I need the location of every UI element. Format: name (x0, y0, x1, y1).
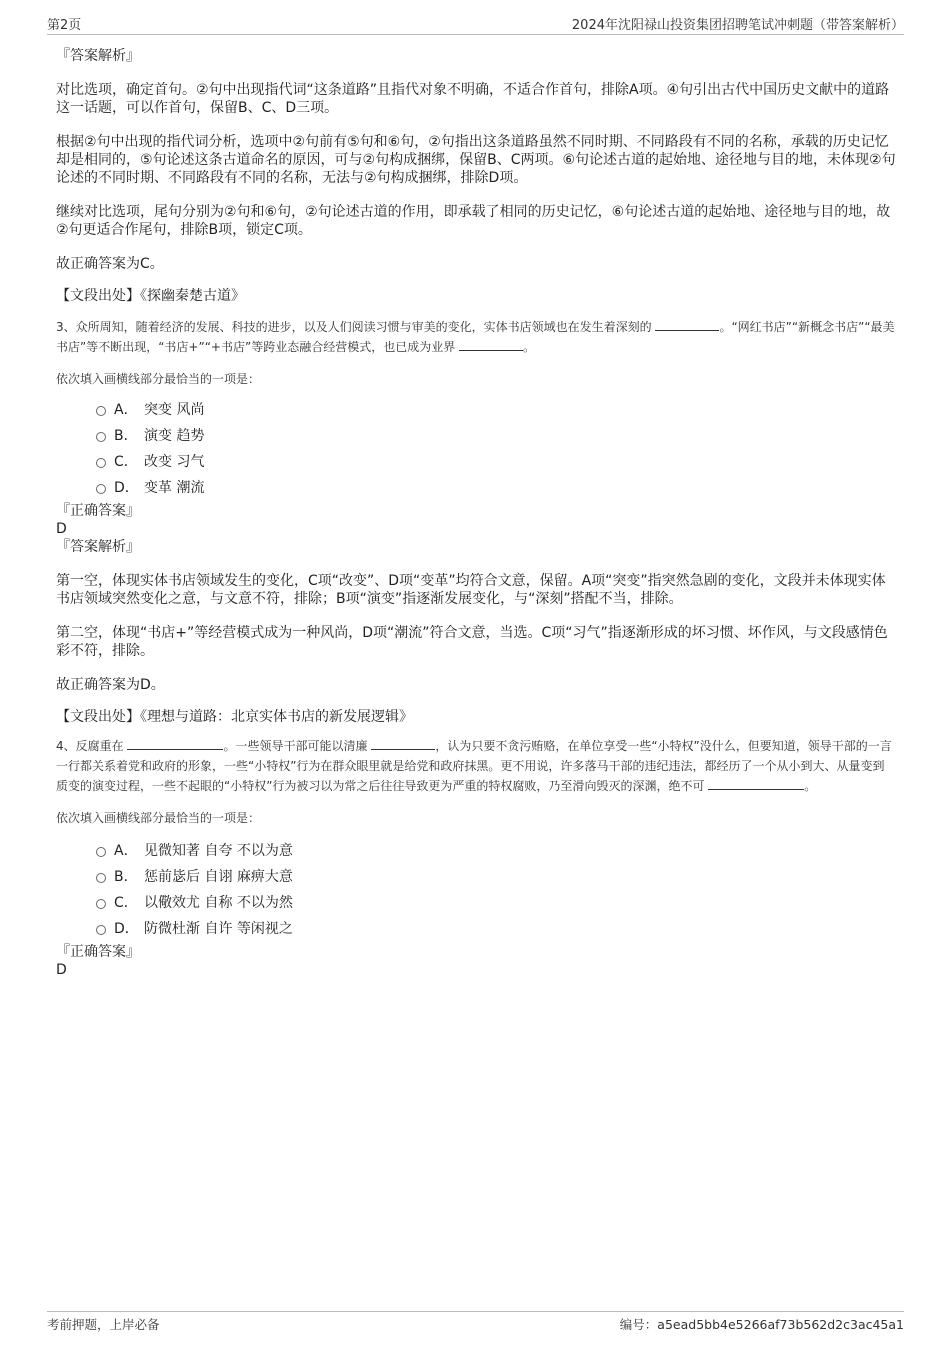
q3-source: 【文段出处】《理想与道路：北京实体书店的新发展逻辑》 (56, 709, 413, 725)
q4-option-a[interactable] (56, 838, 896, 864)
option-text: 惩前毖后 自诩 麻痹大意 (144, 869, 293, 885)
q4-options (56, 838, 896, 942)
q4-answer: D (56, 962, 67, 978)
q4-option-d[interactable] (56, 916, 896, 942)
option-label: B． (114, 428, 138, 444)
q2-analysis-paragraph-2: 根据②句中出现的指代词分析，选项中②句前有⑤句和⑥句，②句指出这条道路虽然不同时期、不同路段有不同的名称，承载的历史记忆却是相同的，⑤句论述这条古道命名的原因，可与②句构成捆绑，保留B、C两项。⑥句论述古道的起始地、途径地与目的地，未体现②句论述的不同时期、不同路段有不同的名称，无法与②句构成捆绑，排除D项。 (56, 134, 896, 186)
q3-stem-part-2: 。“网红书店”“新概念书店”“最美书店”等不断出现，“书店+”“+书店”等跨业态融合经营模式，也已成为业界 (56, 320, 895, 354)
q3-option-c[interactable] (56, 449, 896, 475)
radio-icon[interactable] (96, 847, 106, 857)
q4-option-b[interactable] (56, 864, 896, 890)
q3-answer: D (56, 521, 67, 537)
q4-blank-2 (371, 737, 435, 750)
q3-answer-label: 『正确答案』 (56, 503, 140, 519)
option-label: A． (114, 402, 138, 418)
q4-stem-part-4: 。 (804, 779, 817, 793)
q2-analysis-paragraph-1: 对比选项，确定首句。②句中出现指代词“这条道路”且指代对象不明确，不适合作首句，排除A项。④句引出古代中国历史文献中的道路这一话题，可以作首句，保留B、C、D三项。 (56, 82, 890, 116)
radio-icon[interactable] (96, 458, 106, 468)
q3-blank-1 (655, 318, 719, 331)
q2-conclusion: 故正确答案为C。 (56, 256, 164, 272)
q2-analysis-paragraph-3: 继续对比选项，尾句分别为②句和⑥句，②句论述古道的作用，即承载了相同的历史记忆，⑥句论述古道的起始地、途径地与目的地，故②句更适合作尾句，排除B项，锁定C项。 (56, 204, 891, 238)
page-header (47, 14, 904, 35)
option-text: 见微知著 自夸 不以为意 (144, 843, 293, 859)
q3-blank-2 (459, 338, 523, 351)
radio-icon[interactable] (96, 432, 106, 442)
q3-option-d[interactable] (56, 475, 896, 501)
option-text: 防微杜渐 自许 等闲视之 (144, 921, 293, 937)
q3-conclusion: 故正确答案为D。 (56, 677, 165, 693)
option-label: A． (114, 843, 138, 859)
q3-stem (56, 317, 896, 357)
document-body (56, 46, 896, 979)
option-text: 演变 趋势 (144, 428, 205, 444)
option-text: 改变 习气 (144, 454, 205, 470)
option-label: B． (114, 869, 138, 885)
q4-option-c[interactable] (56, 890, 896, 916)
q4-stem-part-1: 4、反腐重在 (56, 739, 124, 753)
q3-analysis-label: 『答案解析』 (56, 539, 140, 555)
radio-icon[interactable] (96, 899, 106, 909)
q3-analysis-paragraph-1: 第一空，体现实体书店领域发生的变化，C项“改变”、D项“变革”均符合文意，保留。A项“突变”指突然急剧的变化，文段并未体现实体书店领域突然变化之意，与文意不符，排除；B项“演变”指逐渐发展变化，与“深刻”搭配不当，排除。 (56, 573, 886, 607)
radio-icon[interactable] (96, 406, 106, 416)
option-text: 变革 潮流 (144, 480, 205, 496)
q4-blank-3 (708, 777, 804, 790)
document-id: 编号：a5ead5bb4e5266af73b562d2c3ac45a1 (619, 1317, 904, 1332)
option-label: D． (114, 921, 139, 937)
q3-stem-part-3: 。 (523, 340, 536, 354)
document-title: 2024年沈阳禄山投资集团招聘笔试冲刺题（带答案解析） (571, 18, 904, 33)
q4-blank-1 (127, 737, 223, 750)
radio-icon[interactable] (96, 925, 106, 935)
option-text: 突变 风尚 (144, 402, 205, 418)
q3-options (56, 397, 896, 501)
footer-slogan: 考前押题，上岸必备 (47, 1317, 160, 1332)
q4-answer-label: 『正确答案』 (56, 944, 140, 960)
option-label: C． (114, 895, 138, 911)
option-label: D． (114, 480, 139, 496)
option-text: 以儆效尤 自称 不以为然 (144, 895, 293, 911)
q3-prompt: 依次填入画横线部分最恰当的一项是： (56, 372, 261, 386)
q4-prompt: 依次填入画横线部分最恰当的一项是： (56, 811, 261, 825)
q4-stem-part-2: 。一些领导干部可能以清廉 (223, 739, 368, 753)
q2-source: 【文段出处】《探幽秦楚古道》 (56, 288, 245, 304)
q3-option-b[interactable] (56, 423, 896, 449)
radio-icon[interactable] (96, 873, 106, 883)
page-number: 第2页 (47, 18, 82, 33)
q2-analysis-label: 『答案解析』 (56, 48, 140, 64)
q4-stem (56, 736, 896, 796)
q3-analysis-paragraph-2: 第二空，体现“书店+”等经营模式成为一种风尚，D项“潮流”符合文意，当选。C项“习气”指逐渐形成的坏习惯、坏作风，与文段感情色彩不符，排除。 (56, 625, 888, 659)
q3-stem-part-1: 3、众所周知，随着经济的发展、科技的进步，以及人们阅读习惯与审美的变化，实体书店领域也在发生着深刻的 (56, 320, 652, 334)
option-label: C． (114, 454, 138, 470)
q3-option-a[interactable] (56, 397, 896, 423)
radio-icon[interactable] (96, 484, 106, 494)
page-footer (47, 1311, 904, 1336)
q4-stem-part-3: ，认为只要不贪污贿赂，在单位享受一些“小特权”没什么，但要知道，领导干部的一言一行都关系着党和政府的形象，一些“小特权”行为在群众眼里就是给党和政府抹黑。更不用说，许多落马干部的违纪违法，都经历了一个从小到大、从量变到质变的演变过程，一些不起眼的“小特权”行为被习以为常之后往往导致更为严重的特权腐败，乃至滑向毁灭的深渊，绝不可 (56, 739, 892, 793)
